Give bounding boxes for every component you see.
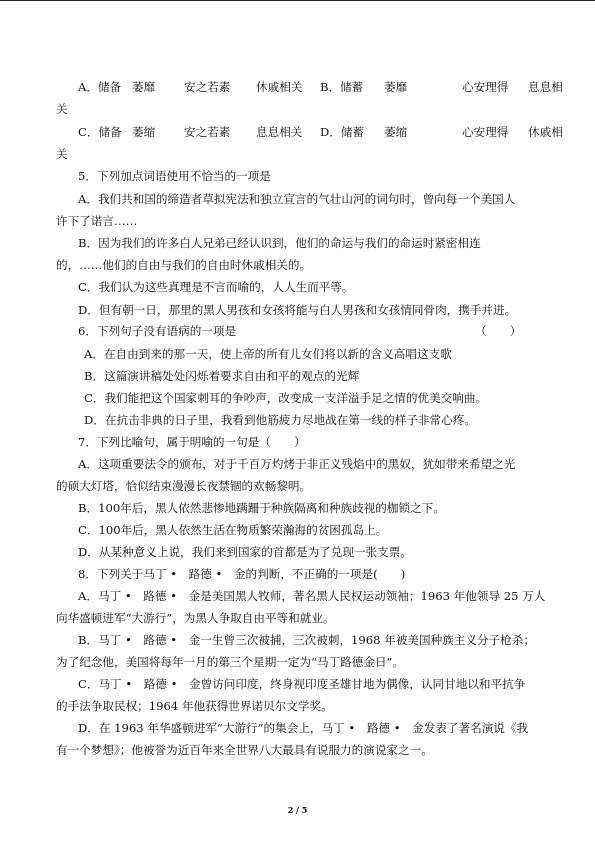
q8-option-a-line2: 向华盛顿进军“大游行”，为黑人争取自由平等和就业。 bbox=[56, 611, 335, 625]
option-b-word3: 心安理得 bbox=[462, 80, 509, 94]
q8-option-c-line1: C．马丁 • 路德 • 金曾访问印度，终身视印度圣雄甘地为偶像，认同甘地以和平抗争 bbox=[78, 677, 526, 691]
q5-option-b-line1: B．因为我们的许多白人兄弟已经认识到，他们的命运与我们的命运时紧密相连 bbox=[78, 236, 481, 250]
option-a-word1: A．储备 bbox=[78, 80, 122, 94]
option-d-word4: 休戚相 bbox=[528, 125, 563, 139]
q7-option-a-line2: 的硕大灯塔，恰似结束漫漫长夜禁锢的欢畅黎明。 bbox=[56, 479, 312, 493]
option-d-word2: 萎缩 bbox=[384, 125, 408, 139]
q6-option-c: C．我们能把这个国家刺耳的争吵声，改变成一支洋溢手足之情的优美交响曲。 bbox=[84, 391, 488, 405]
q8-option-b-line1: B．马丁 • 路德 • 金一生曾三次被捕，三次被刺，1968 年被美国种族主义分子枪杀； bbox=[78, 633, 535, 647]
q5-option-d: D．但有朝一日，那里的黑人男孩和女孩将能与白人男孩和女孩情同骨肉，携手并进。 bbox=[78, 303, 517, 317]
option-b-word2: 萎靡 bbox=[384, 80, 408, 94]
q6-stem: 6．下列句子没有语病的一项是 bbox=[78, 324, 237, 338]
page-number: 2 / 5 bbox=[287, 805, 308, 815]
q6-option-a: A．在自由到来的那一天，使上帝的所有儿女们将以新的含义高唱这支歌 bbox=[84, 347, 452, 361]
q7-option-b: B．100年后，黑人依然悲惨地蹒跚于种族隔离和种族歧视的枷锁之下。 bbox=[78, 501, 445, 515]
q8-option-d-line2: 有一个梦想》；他被誉为近百年来全世界八大最具有说服力的演说家之一。 bbox=[56, 743, 433, 757]
option-a-word2: 萎靡 bbox=[132, 80, 156, 94]
q6-option-b: B．这篇演讲稿处处闪烁着要求自由和平的观点的光辉 bbox=[84, 369, 360, 383]
q5-option-b-line2: 的，……他们的自由与我们的自由时休戚相关的。 bbox=[56, 258, 312, 272]
q5-option-a-line1: A．我们共和国的缔造者草拟宪法和独立宣言的气壮山河的词句时，曾向每一个美国人 bbox=[78, 192, 516, 206]
q7-option-d: D．从某种意义上说，我们来到国家的首都是为了兑现一张支票。 bbox=[78, 545, 412, 559]
option-b-word1: B．储蓄 bbox=[320, 80, 364, 94]
q8-option-d-line1: D．在 1963 年华盛顿进军“大游行”的集会上，马丁 • 路德 • 金发表了著名演说《我 bbox=[78, 721, 529, 735]
option-row-ab bbox=[78, 78, 568, 96]
q7-option-a-line1: A．这项重要法令的颁布，对于千百万灼烤于非正义残焰中的黑奴，犹如带来希望之光 bbox=[78, 457, 516, 471]
q8-option-a-line1: A．马丁 • 路德 • 金是美国黑人牧师，著名黑人民权运动领袖；1963 年他领导 25 万人 bbox=[78, 589, 546, 603]
q8-option-c-line2: 的手法争取民权；1964 年他获得世界诺贝尔文学奖。 bbox=[56, 699, 333, 713]
q8-option-b-line2: 为了纪念他，美国将每年一月的第三个星期一定为“马丁路德金日”。 bbox=[56, 655, 405, 669]
q6-option-d: D．在抗击非典的日子里，我看到他筋疲力尽地战在第一线的样子非常心疼。 bbox=[84, 413, 476, 427]
option-a-word4: 休戚相关 bbox=[256, 80, 303, 94]
q5-option-c: C．我们认为这些真理是不言而喻的，人人生而平等。 bbox=[78, 280, 354, 294]
option-c-word3: 安之若素 bbox=[184, 125, 231, 139]
q8-stem: 8．下列关于马丁 • 路德 • 金的判断，不正确的一项是( ) bbox=[78, 567, 406, 581]
option-c-word1: C．储备 bbox=[78, 125, 122, 139]
q7-option-c: C．100年后，黑人依然生活在物质繁荣瀚海的贫困孤岛上。 bbox=[78, 523, 388, 537]
q5-option-a-line2: 许下了诺言…… bbox=[56, 214, 138, 228]
option-d-word3: 心安理得 bbox=[462, 125, 509, 139]
option-a-word3: 安之若素 bbox=[184, 80, 231, 94]
option-row-cd bbox=[78, 123, 568, 141]
option-c-word2: 萎缩 bbox=[132, 125, 156, 139]
option-d-word1: D．储蓄 bbox=[320, 125, 365, 139]
option-c-word4: 息息相关 bbox=[256, 125, 303, 139]
q7-stem: 7．下列比喻句，属于明喻的一句是（ ） bbox=[78, 435, 306, 449]
option-b-word4: 息息相 bbox=[528, 80, 563, 94]
q5-stem: 5．下列加点词语使用不恰当的一项是 bbox=[78, 169, 271, 183]
option-row-ab-wrap: 关 bbox=[56, 102, 68, 116]
option-row-cd-wrap: 关 bbox=[56, 147, 68, 161]
q6-answer-paren: （ ） bbox=[475, 324, 522, 338]
